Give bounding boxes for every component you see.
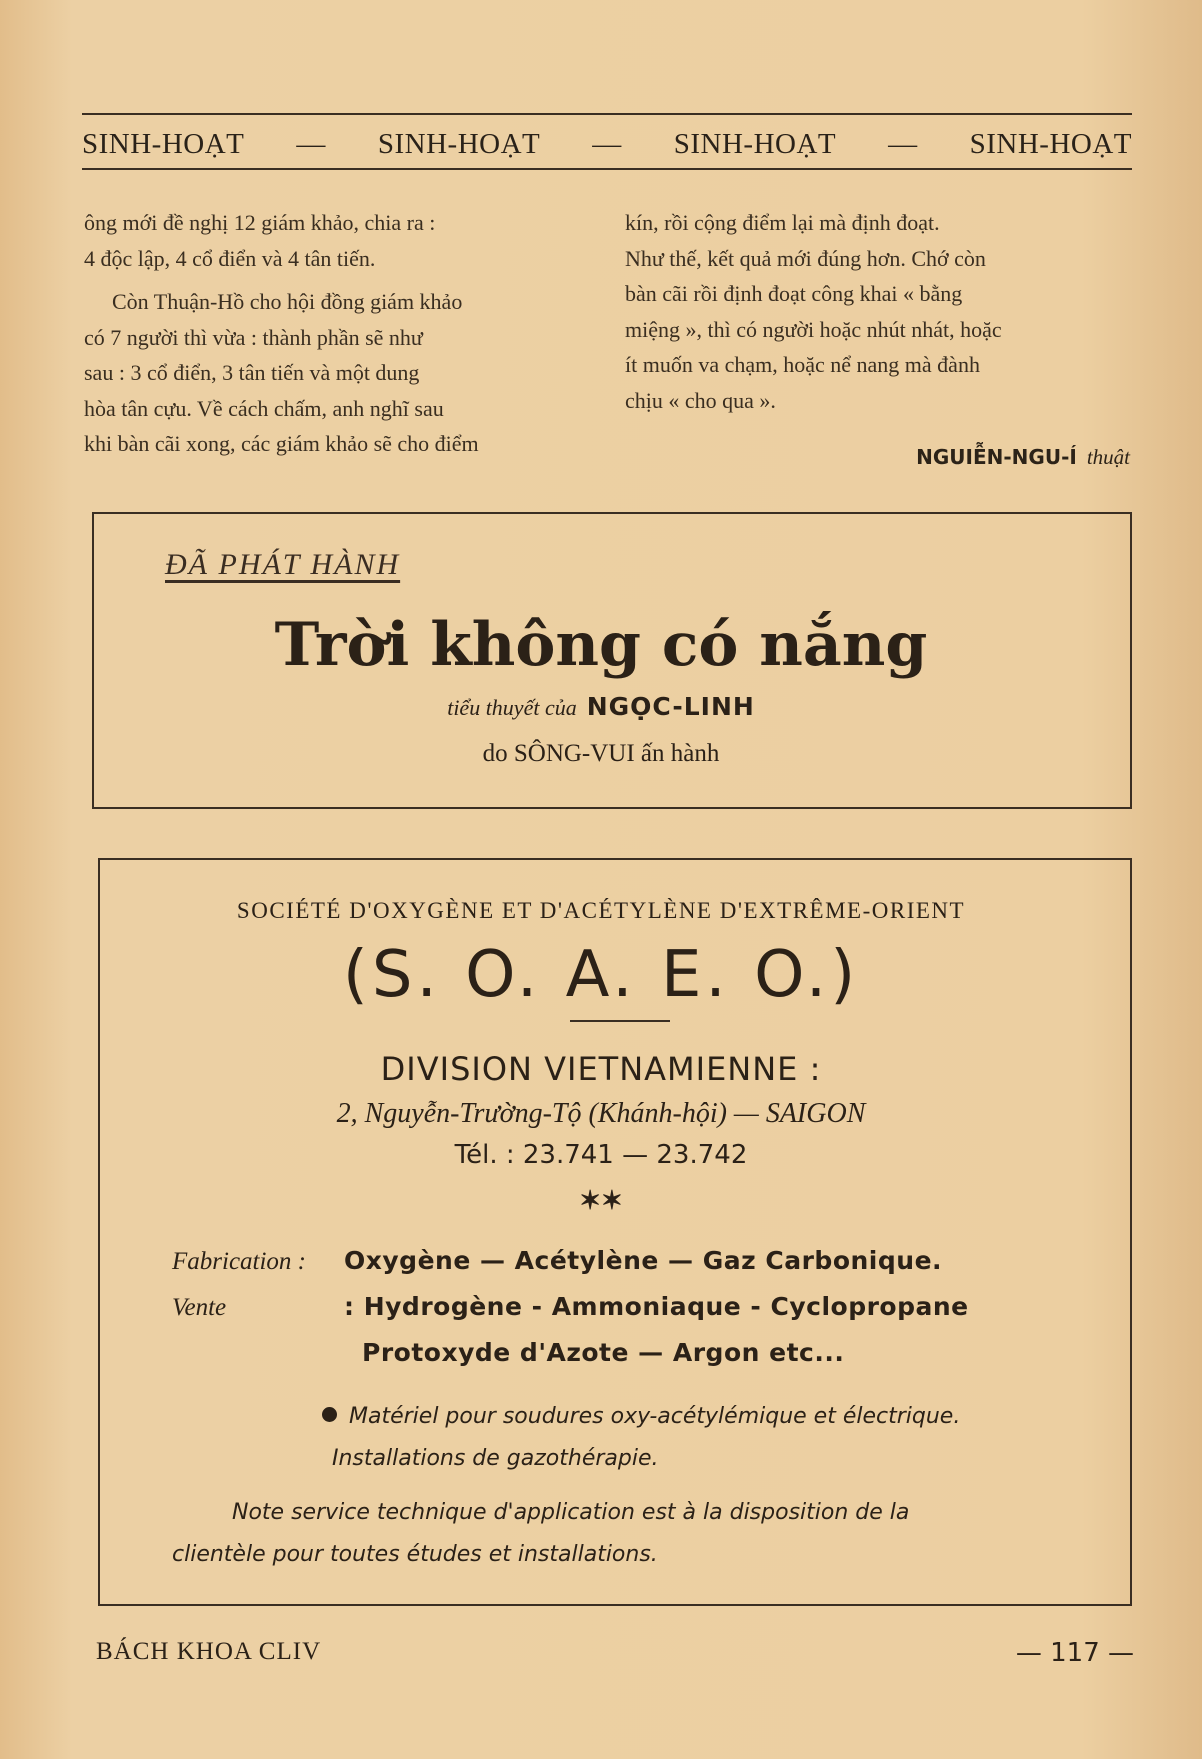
article-line: khi bàn cãi xong, các giám khảo sẽ cho điểm <box>84 431 479 456</box>
company-ad-top-rule <box>98 858 1132 860</box>
header-item: SINH-HOẠT <box>969 128 1132 160</box>
vente-row <box>172 1292 969 1322</box>
vente-label: Vente <box>172 1294 227 1321</box>
book-author: NGỌC-LINH <box>586 692 755 721</box>
book-ad-heading: ĐÃ PHÁT HÀNH <box>165 548 401 581</box>
article-line: ít muốn va chạm, hoặc nể nang mà đành <box>625 352 980 377</box>
book-author-prefix: tiểu thuyết của <box>447 695 577 720</box>
book-publisher: do SÔNG-VUI ấn hành <box>482 740 720 767</box>
article-line: sau : 3 cổ điển, 3 tân tiến và một dung <box>84 360 420 385</box>
vente-value: : Hydrogène - Ammoniaque - Cyclopropane <box>344 1292 969 1321</box>
header-item: SINH-HOẠT <box>377 128 541 160</box>
installations-line: Installations de gazothérapie. <box>332 1446 659 1471</box>
article-line: hòa tân cựu. Về cách chấm, anh nghĩ sau <box>84 395 444 421</box>
company-abbr-underline <box>570 1020 670 1022</box>
article-left-column <box>84 205 592 462</box>
article-paragraph <box>84 284 592 462</box>
article-line: miệng », thì có người hoặc nhút nhát, hoặc <box>625 316 1002 342</box>
header-rule <box>82 168 1132 170</box>
author-suffix: thuật <box>1086 445 1130 469</box>
header-item: SINH-HOẠT <box>82 128 245 160</box>
stars-divider: ✶✶ <box>579 1186 623 1216</box>
article-line: có 7 người thì vừa : thành phần sẽ như <box>84 324 423 350</box>
article-line: chịu « cho qua ». <box>625 387 776 413</box>
author-name: NGUIỄN-NGU-Í <box>916 445 1077 469</box>
article-line: ông mới đề nghị 12 giám khảo, chia ra : <box>84 210 436 235</box>
header-dash: — <box>592 128 622 160</box>
bullet-icon <box>322 1407 337 1422</box>
company-division: DIVISION VIETNAMIENNE : <box>380 1050 822 1088</box>
top-rule <box>82 113 1132 115</box>
article-line: Còn Thuận-Hồ cho hội đồng giám khảo <box>112 289 463 314</box>
book-author-line <box>0 692 1202 721</box>
article-line: kín, rồi cộng điểm lại mà định đoạt. <box>625 210 940 235</box>
book-title: Trời không có nắng <box>274 610 928 680</box>
article-signature <box>916 445 1130 470</box>
book-ad-top-rule <box>92 512 1132 514</box>
materiel-line <box>322 1404 960 1429</box>
article-line: 4 độc lập, 4 cổ điển và 4 tân tiến. <box>84 245 376 271</box>
company-abbreviation: (S. O. A. E. O.) <box>342 938 860 1012</box>
header-dash: — <box>888 128 918 160</box>
article-right-column <box>625 205 1133 418</box>
book-ad-bottom-rule <box>92 807 1132 809</box>
header-dash: — <box>296 128 326 160</box>
fabrication-value: Oxygène — Acétylène — Gaz Carbonique. <box>344 1246 943 1275</box>
header-item: SINH-HOẠT <box>673 128 837 160</box>
article-line: Như thế, kết quả mới đúng hơn. Chớ còn <box>625 245 986 271</box>
note-line-2: clientèle pour toutes études et installations. <box>172 1542 658 1567</box>
company-ad-bottom-rule <box>98 1604 1132 1606</box>
fabrication-label: Fabrication : <box>172 1248 307 1275</box>
article-line: bàn cãi rồi định đoạt công khai « bằng <box>625 281 963 306</box>
page-number: — 117 — <box>1015 1638 1134 1668</box>
section-header <box>82 128 1132 161</box>
vente-value-continued: Protoxyde d'Azote — Argon etc... <box>362 1338 845 1367</box>
footer-publication: BÁCH KHOA CLIV <box>96 1638 322 1665</box>
fabrication-row <box>172 1246 942 1276</box>
company-name: SOCIÉTÉ D'OXYGÈNE ET D'ACÉTYLÈNE D'EXTRÊME-ORIENT <box>236 898 966 923</box>
company-address: 2, Nguyễn-Trường-Tộ (Khánh-hội) — SAIGON <box>336 1098 866 1129</box>
materiel-text: Matériel pour soudures oxy-acétylémique et électrique. <box>349 1404 961 1429</box>
company-telephone: Tél. : 23.741 — 23.742 <box>454 1140 748 1170</box>
note-line-1: Note service technique d'application est à la disposition de la <box>232 1500 910 1525</box>
